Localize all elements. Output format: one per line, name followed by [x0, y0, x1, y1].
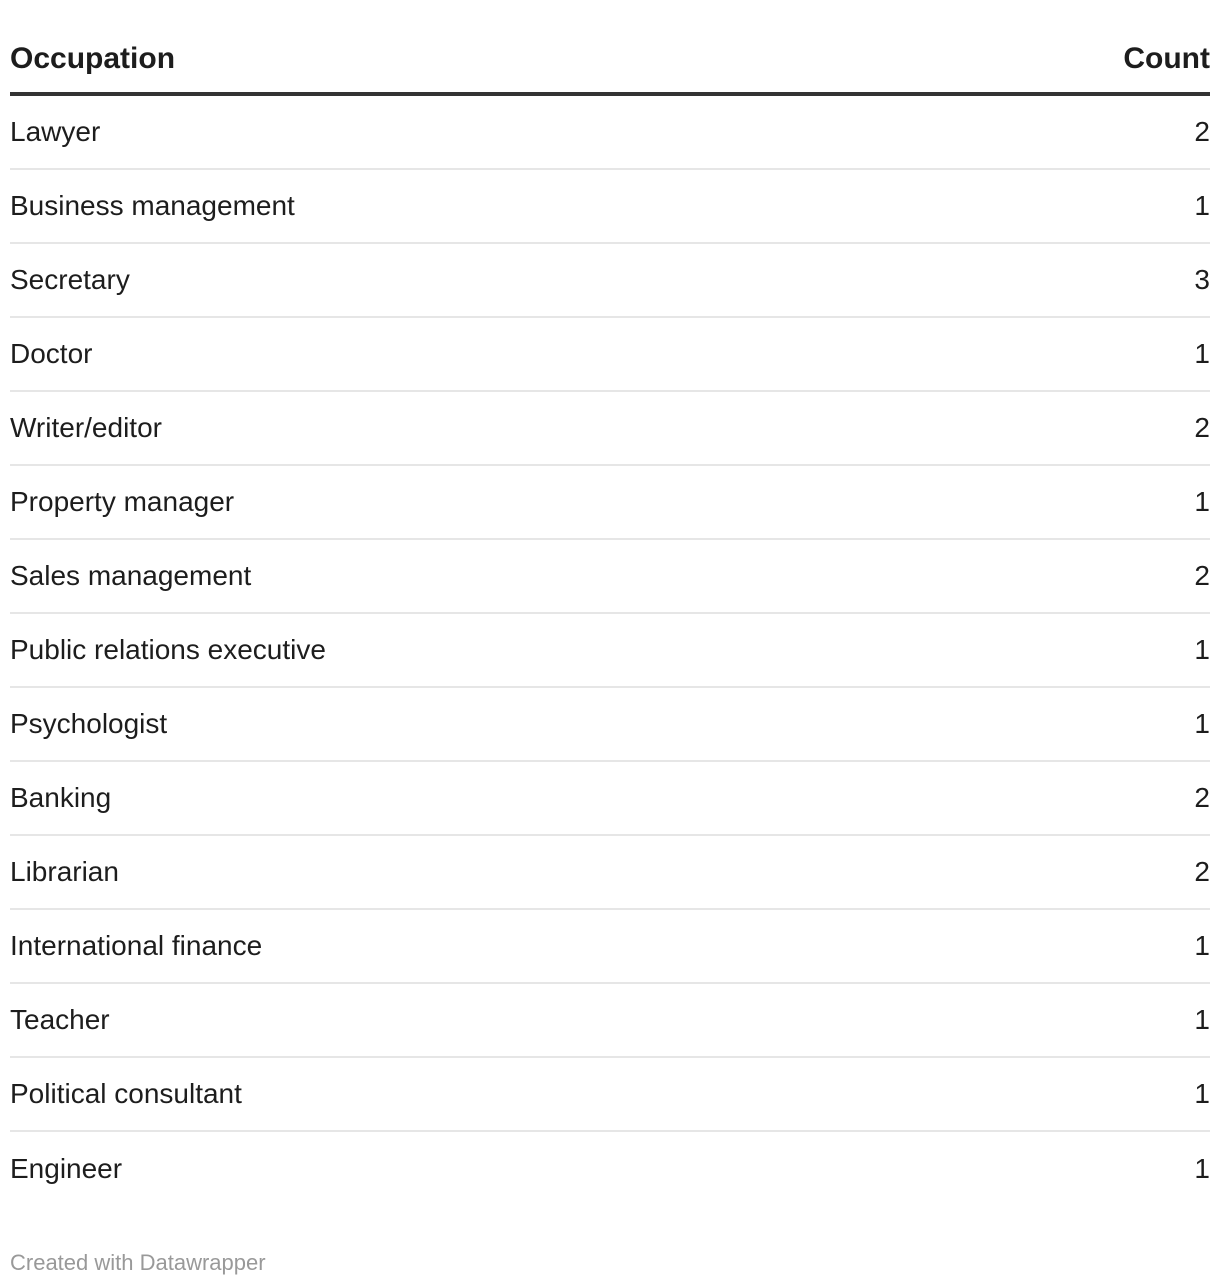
table-header: [10, 40, 1210, 96]
table-row: [10, 170, 1210, 244]
count-cell: 1: [1194, 1004, 1210, 1035]
table-row: [10, 762, 1210, 836]
occupation-cell: Public relations executive: [10, 634, 326, 665]
table-row: [10, 836, 1210, 910]
table-row: [10, 392, 1210, 466]
count-cell: 1: [1194, 634, 1210, 665]
count-cell: 2: [1194, 782, 1210, 813]
occupation-cell: Librarian: [10, 856, 119, 887]
occupation-cell: Banking: [10, 782, 112, 813]
occupation-cell: International finance: [10, 930, 263, 961]
count-cell: 3: [1194, 264, 1210, 295]
table-row: [10, 466, 1210, 540]
count-cell: 1: [1194, 930, 1210, 961]
count-cell: 2: [1194, 412, 1210, 443]
occupation-cell: Teacher: [10, 1004, 110, 1035]
column-header-count[interactable]: Count: [1123, 42, 1210, 75]
count-cell: 1: [1194, 708, 1210, 739]
table-row: [10, 96, 1210, 170]
count-cell: 1: [1194, 1153, 1210, 1184]
occupation-cell: Engineer: [10, 1153, 123, 1184]
occupation-cell: Sales management: [10, 560, 252, 591]
occupation-cell: Writer/editor: [10, 412, 162, 443]
table-row: [10, 244, 1210, 318]
count-cell: 2: [1194, 116, 1210, 147]
occupation-cell: Property manager: [10, 486, 235, 517]
occupation-cell: Political consultant: [10, 1078, 242, 1109]
occupation-cell: Secretary: [10, 264, 130, 295]
count-cell: 1: [1194, 1078, 1210, 1109]
count-cell: 1: [1194, 338, 1210, 369]
table-row: [10, 1132, 1210, 1206]
count-cell: 1: [1194, 486, 1210, 517]
table-row: [10, 540, 1210, 614]
table-row: [10, 318, 1210, 392]
table-row: [10, 614, 1210, 688]
table-row: [10, 984, 1210, 1058]
occupation-cell: Psychologist: [10, 708, 168, 739]
credit-text: Created with Datawrapper: [10, 1250, 266, 1275]
table-row: [10, 688, 1210, 762]
column-header-occupation[interactable]: Occupation: [10, 42, 176, 75]
table-row: [10, 1058, 1210, 1132]
data-table: [10, 40, 1210, 1206]
occupation-cell: Lawyer: [10, 116, 101, 147]
occupation-cell: Business management: [10, 190, 295, 221]
table-body: [10, 96, 1210, 1206]
table-row: [10, 910, 1210, 984]
count-cell: 2: [1194, 856, 1210, 887]
occupation-cell: Doctor: [10, 338, 93, 369]
count-cell: 1: [1194, 190, 1210, 221]
count-cell: 2: [1194, 560, 1210, 591]
